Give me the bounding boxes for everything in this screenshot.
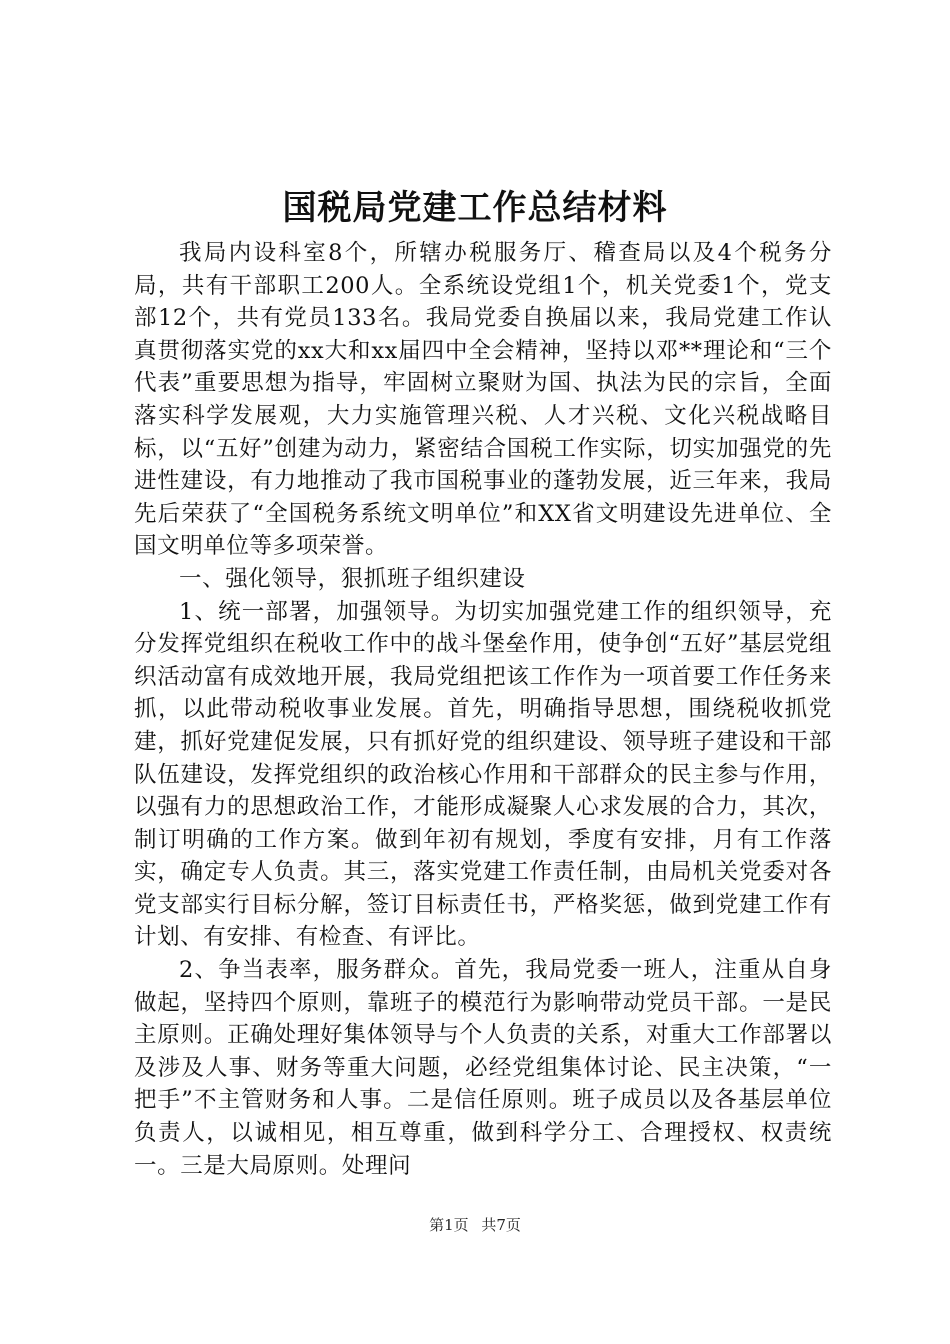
page-number: 第1页 <box>429 1216 469 1234</box>
paragraph-intro: 我局内设科室8个，所辖办税服务厅、稽查局以及4个税务分局，共有干部职工200人。全系统设党组1个，机关党委1个，党支部12个，共有党员133名。我局党委自换届以来，我局党建工作认真贯彻落实党的xx大和xx届四中全会精神，坚持以邓**理论和“三个代表”重要思想为指导，牢固树立聚财为国、执法为民的宗旨，全面落实科学发展观，大力实施管理兴税、人才兴税、文化兴税战略目标，以“五好”创建为动力，紧密结合国税工作实际，切实加强党的先进性建设，有力地推动了我市国税事业的蓬勃发展，近三年来，我局先后荣获了“全国税务系统文明单位”和XX省文明建设先进单位、全国文明单位等多项荣誉。 <box>134 240 832 560</box>
section-heading-1: 一、强化领导，狠抓班子组织建设 <box>179 565 526 592</box>
document-title: 国税局党建工作总结材料 <box>282 188 668 228</box>
page-total: 共7页 <box>481 1216 521 1234</box>
paragraph-1: 1、统一部署，加强领导。为切实加强党建工作的组织领导，充分发挥党组织在税收工作中的战斗堡垒作用，使争创“五好”基层党组织活动富有成效地开展，我局党组把该工作作为一项首要工作任务来抓，以此带动税收事业发展。首先，明确指导思想，围绕税收抓党建，抓好党建促发展，只有抓好党的组织建设、领导班子建设和干部队伍建设，发挥党组织的政治核心作用和干部群众的民主参与作用，以强有力的思想政治工作，才能形成凝聚人心求发展的合力，其次，制订明确的工作方案。做到年初有规划，季度有安排，月有工作落实，确定专人负责。其三，落实党建工作责任制，由局机关党委对各党支部实行目标分解，签订目标责任书，严格奖惩，做到党建工作有计划、有安排、有检查、有评比。 <box>134 598 832 951</box>
page-footer <box>0 1215 950 1235</box>
document-body <box>134 237 832 1182</box>
paragraph-2: 2、争当表率，服务群众。首先，我局党委一班人，注重从自身做起，坚持四个原则，靠班子的模范行为影响带动党员干部。一是民主原则。正确处理好集体领导与个人负责的关系，对重大工作部署以及涉及人事、财务等重大问题，必经党组集体讨论、民主决策，“一把手”不主管财务和人事。二是信任原则。班子成员以及各基层单位负责人，以诚相见，相互尊重，做到科学分工、合理授权、权责统一。三是大局原则。处理问 <box>134 957 832 1179</box>
